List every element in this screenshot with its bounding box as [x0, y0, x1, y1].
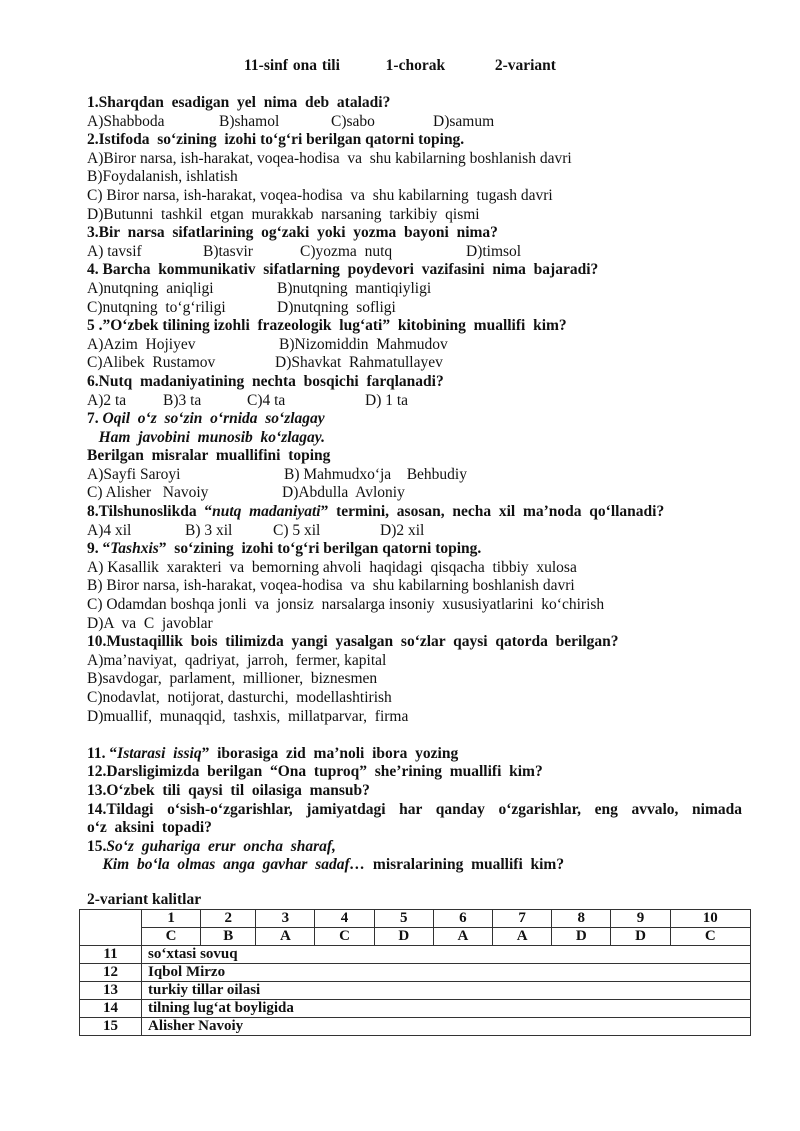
- key-number: 1: [142, 910, 201, 928]
- question-7-text: [87, 447, 742, 466]
- answer-option: B)3 ta: [163, 391, 202, 409]
- question-9-text: [87, 540, 742, 559]
- question-9-options: [87, 577, 742, 596]
- questions-list: [87, 94, 742, 875]
- answer-option: A)ma’naviyat, qadriyat, jarroh, fermer, kapital: [87, 651, 387, 669]
- question-text-part: Ham javobini munosib ko‘zlagay.: [87, 428, 325, 446]
- answer-key-title: 2-variant kalitlar: [87, 891, 202, 908]
- question-2-options: [87, 168, 742, 187]
- answer-option: D) 1 ta: [365, 391, 409, 409]
- answer-option: A)Shabboda: [87, 112, 165, 130]
- key-answer: A: [493, 928, 552, 946]
- answer-option: C)nodavlat, notijorat, dasturchi, modellashtirish: [87, 689, 392, 706]
- answer-option: A)nutqning aniqligi: [87, 279, 214, 297]
- key-answer: Iqbol Mirzo: [142, 964, 751, 982]
- question-2-options: [87, 150, 742, 169]
- question-1-options: [87, 113, 742, 132]
- answer-option: D)samum: [433, 112, 495, 130]
- question-3-options: [87, 243, 742, 262]
- key-number: 5: [374, 910, 433, 928]
- answer-option: C) Alisher Navoiy: [87, 484, 209, 502]
- answer-option: A) Kasallik xarakteri va bemorning ahvoli haqidagi qisqacha tibbiy xulosa: [87, 558, 577, 576]
- answer-option: C)Alibek Rustamov: [87, 354, 216, 372]
- subject: 11-sinf ona tili: [244, 57, 340, 74]
- answer-option: C)4 ta: [247, 391, 286, 409]
- key-answer: D: [552, 928, 611, 946]
- question-text-part: So‘z guhariga erur oncha sharaf,: [106, 837, 336, 855]
- answer-option: D)A va C javoblar: [87, 614, 213, 632]
- question-6-options: [87, 392, 742, 411]
- key-answer: Alisher Navoiy: [142, 1018, 751, 1036]
- question-text-part: 8.Tilshunoslikda “: [87, 503, 213, 521]
- question-3-text: [87, 224, 742, 243]
- question-15-text: [87, 856, 742, 875]
- question-text-part: 15.: [87, 837, 107, 855]
- question-7-options: [87, 466, 742, 485]
- answer-option: B)Foydalanish, ishlatish: [87, 168, 238, 186]
- key-number: 8: [552, 910, 611, 928]
- empty-cell: [80, 910, 142, 946]
- key-answer: tilning lug‘at boyligida: [142, 1000, 751, 1018]
- key-number: 6: [433, 910, 492, 928]
- question-2-options: [87, 187, 742, 206]
- question-text-part: 9. “: [87, 540, 111, 558]
- question-10-options: [87, 689, 742, 708]
- key-answers-row: [80, 928, 751, 946]
- question-2-text: [87, 131, 742, 150]
- question-text-part: 12.Darsligimizda berilgan “Ona tuproq” she’rining muallifi kim?: [87, 763, 543, 781]
- answer-option: C) Biror narsa, ish-harakat, voqea-hodisa va shu kabilarning tugash davri: [87, 186, 553, 204]
- question-text-part: ” termini, asosan, necha xil ma’noda qo‘llanadi?: [320, 503, 665, 521]
- answer-option: D)Butunni tashkil etgan murakkab narsaning tarkibiy qismi: [87, 205, 480, 223]
- question-7-text: [87, 429, 742, 448]
- key-open-row: [80, 964, 751, 982]
- key-number: 3: [256, 910, 315, 928]
- question-10-options: [87, 708, 742, 727]
- question-text-part: 7.: [87, 410, 103, 428]
- document-title: [0, 57, 800, 75]
- key-number: 12: [80, 964, 142, 982]
- answer-option: B)nutqning mantiqiyligi: [277, 279, 432, 297]
- question-5-options: [87, 354, 742, 373]
- answer-option: C) 5 xil: [273, 521, 321, 539]
- question-7-text: [87, 410, 742, 429]
- quarter: 1-chorak: [385, 57, 446, 74]
- question-text-part: Istarasi issiq: [117, 744, 202, 762]
- question-text-part: ” iborasiga zid ma’noli ibora yozing: [201, 744, 459, 762]
- question-text-part: 10.Mustaqillik bois tilimizda yangi yasalgan so‘zlar qaysi qatorda berilgan?: [87, 633, 619, 651]
- question-9-options: [87, 615, 742, 634]
- question-7-options: [87, 484, 742, 503]
- answer-option: D)2 xil: [380, 521, 425, 539]
- key-open-row: [80, 982, 751, 1000]
- key-number: 11: [80, 946, 142, 964]
- answer-option: A)4 xil: [87, 521, 132, 539]
- key-open-row: [80, 1018, 751, 1036]
- question-text-part: 2.Istifoda so‘zining izohi to‘g‘ri berilgan qatorni toping.: [87, 131, 465, 149]
- question-text-part: 6.Nutq madaniyatining nechta bosqichi farqlanadi?: [87, 372, 444, 390]
- question-4-options: [87, 280, 742, 299]
- answer-option: B) 3 xil: [185, 521, 233, 539]
- question-text-part: 14.Tildagi o‘sish-o‘zgarishlar, jamiyatdagi har qanday o‘zgarishlar, eng avvalo, nimada: [87, 800, 742, 818]
- question-10-options: [87, 652, 742, 671]
- answer-option: A) tavsif: [87, 242, 142, 260]
- question-8-options: [87, 522, 742, 541]
- key-number: 15: [80, 1018, 142, 1036]
- question-text-part: 11. “: [87, 744, 118, 762]
- question-text-part: nutq madaniyati: [212, 503, 321, 521]
- key-answer: B: [201, 928, 256, 946]
- question-10-options: [87, 670, 742, 689]
- answer-option: A)Sayfi Saroyi: [87, 465, 181, 483]
- question-text-part: 13.O‘zbek tili qaysi til oilasiga mansub?: [87, 781, 370, 799]
- key-answer: D: [374, 928, 433, 946]
- answer-option: B)Nizomiddin Mahmudov: [279, 335, 448, 353]
- question-text-part: 3.Bir narsa sifatlarining og‘zaki yoki yozma bayoni nima?: [87, 224, 498, 242]
- question-text-part: Oqil o‘z so‘zin o‘rnida so‘zlagay: [102, 410, 325, 428]
- question-text-part: Berilgan misralar muallifini toping: [87, 447, 331, 465]
- answer-option: C)yozma nutq: [300, 242, 393, 260]
- key-answer: D: [611, 928, 670, 946]
- blank-line: [87, 726, 742, 745]
- question-5-options: [87, 336, 742, 355]
- question-12-text: [87, 763, 742, 782]
- answer-option: A)Biror narsa, ish-harakat, voqea-hodisa va shu kabilarning boshlanish davri: [87, 149, 572, 167]
- answer-option: D)Abdulla Avloniy: [282, 484, 405, 502]
- key-answer: C: [142, 928, 201, 946]
- question-text-part: 1.Sharqdan esadigan yel nima deb ataladi?: [87, 94, 391, 111]
- question-text-part: Kim bo‘la olmas anga gavhar sadaf…: [87, 856, 366, 874]
- question-10-text: [87, 633, 742, 652]
- answer-option: C) Odamdan boshqa jonli va jonsiz narsalarga insoniy xususiyatlarini ko‘chirish: [87, 596, 605, 614]
- question-2-options: [87, 206, 742, 225]
- question-text-part: 5 .”O‘zbek tilining izohli frazeologik lug‘ati” kitobining muallifi kim?: [87, 317, 567, 335]
- answer-option: A)2 ta: [87, 391, 127, 409]
- question-15-text: [87, 838, 742, 857]
- key-number: 13: [80, 982, 142, 1000]
- key-number: 9: [611, 910, 670, 928]
- answer-option: D)Shavkat Rahmatullayev: [275, 354, 443, 372]
- variant: 2-variant: [494, 57, 556, 74]
- answer-option: B)savdogar, parlament, millioner, biznesmen: [87, 670, 378, 688]
- key-numbers-row: [80, 910, 751, 928]
- key-number: 10: [670, 910, 750, 928]
- key-answer: C: [315, 928, 374, 946]
- key-number: 14: [80, 1000, 142, 1018]
- key-answer: turkiy tillar oilasi: [142, 982, 751, 1000]
- answer-option: B) Mahmudxo‘ja Behbudiy: [284, 465, 467, 483]
- key-open-row: [80, 1000, 751, 1018]
- question-13-text: [87, 782, 742, 801]
- question-4-text: [87, 261, 742, 280]
- key-answer: C: [670, 928, 750, 946]
- question-5-text: [87, 317, 742, 336]
- question-text-part: Tashxis: [110, 540, 159, 558]
- question-text-part: misralarining muallifi kim?: [365, 856, 565, 874]
- question-1-text: [87, 94, 742, 113]
- key-number: 4: [315, 910, 374, 928]
- question-4-options: [87, 299, 742, 318]
- answer-option: D)nutqning sofligi: [277, 298, 396, 316]
- answer-option: C)sabo: [331, 112, 375, 130]
- question-text-part: o‘z aksini topadi?: [87, 819, 212, 837]
- answer-option: D)timsol: [466, 242, 522, 260]
- key-answer: A: [256, 928, 315, 946]
- question-6-text: [87, 373, 742, 392]
- key-number: 2: [201, 910, 256, 928]
- question-8-text: [87, 503, 742, 522]
- answer-option: A)Azim Hojiyev: [87, 335, 196, 353]
- answer-option: C)nutqning to‘g‘riligi: [87, 298, 226, 316]
- question-9-options: [87, 559, 742, 578]
- answer-option: B)shamol: [219, 112, 280, 130]
- question-14-text: [87, 819, 742, 838]
- question-14-text: [87, 801, 742, 820]
- answer-key-table: [79, 909, 751, 1036]
- answer-option: B) Biror narsa, ish-harakat, voqea-hodisa va shu kabilarning boshlanish davri: [87, 577, 575, 595]
- answer-option: B)tasvir: [203, 242, 253, 260]
- question-9-options: [87, 596, 742, 615]
- key-number: 7: [493, 910, 552, 928]
- key-answer: so‘xtasi sovuq: [142, 946, 751, 964]
- question-11-text: [87, 745, 742, 764]
- key-answer: A: [433, 928, 492, 946]
- answer-option: D)muallif, munaqqid, tashxis, millatparvar, firma: [87, 707, 409, 725]
- key-open-row: [80, 946, 751, 964]
- question-text-part: 4. Barcha kommunikativ sifatlarning poydevori vazifasini nima bajaradi?: [87, 261, 599, 279]
- question-text-part: ” so‘zining izohi to‘g‘ri berilgan qatorni toping.: [158, 540, 482, 558]
